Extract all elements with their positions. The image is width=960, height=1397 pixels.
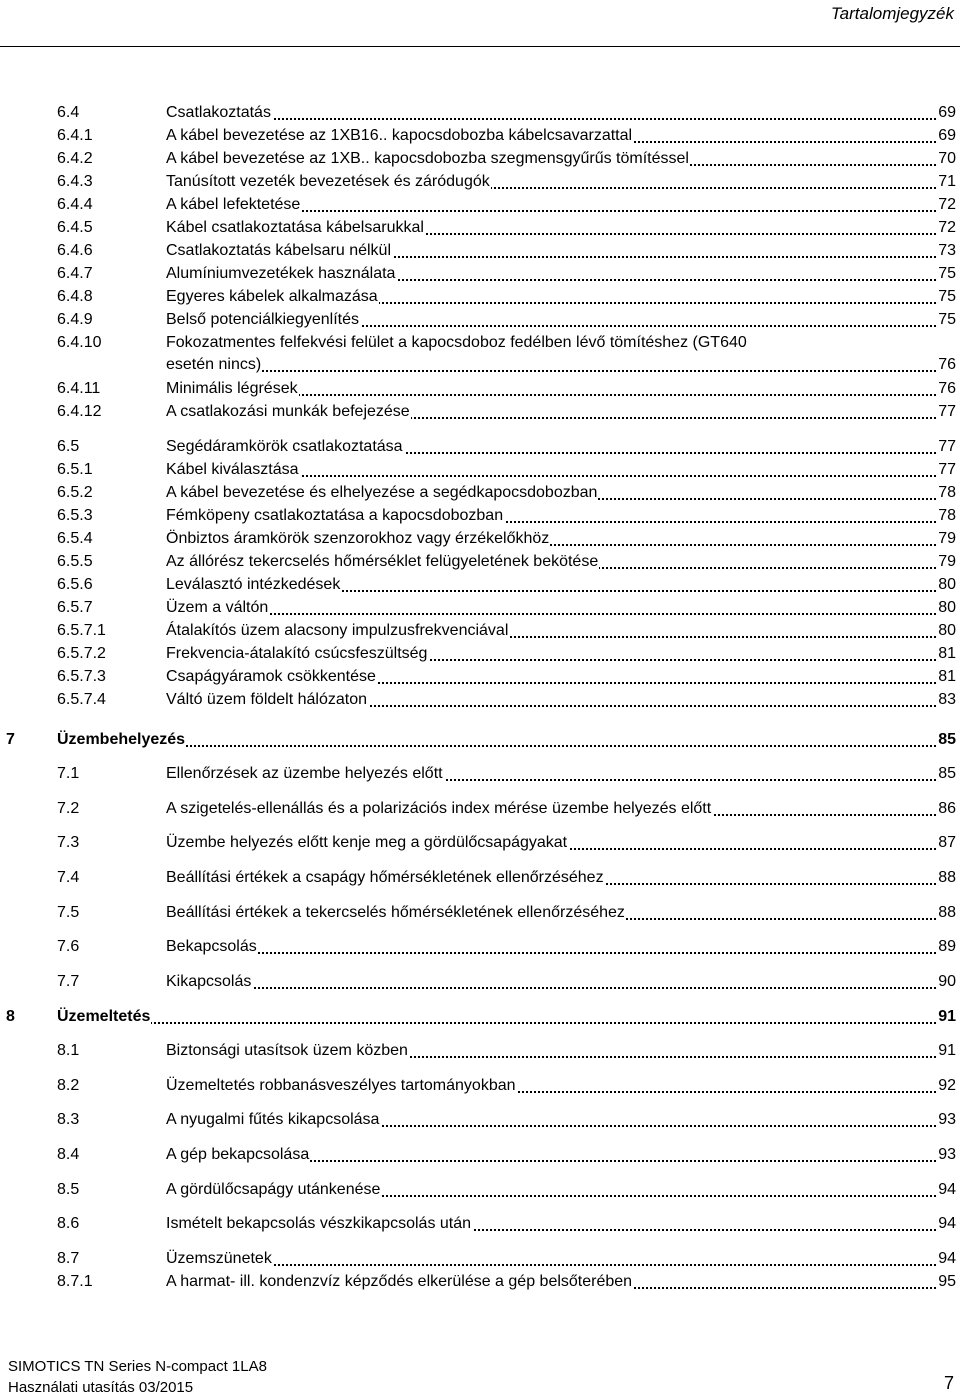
toc-title: Egyeres kábelek alkalmazása xyxy=(166,288,378,305)
toc-page-number: 94 xyxy=(937,1213,956,1235)
toc-title: Beállítási értékek a tekercselés hőmérsékletének ellenőrzéséhez xyxy=(166,904,625,921)
toc-title: Csatlakoztatás xyxy=(166,104,271,121)
toc-number: 7.1 xyxy=(57,765,80,782)
toc-number: 6.5.7.3 xyxy=(57,668,106,685)
toc-title: A nyugalmi fűtés kikapcsolása xyxy=(166,1111,380,1128)
toc-title: Átalakítós üzem alacsony impulzusfrekvenciával xyxy=(166,622,509,639)
toc-entry-6-4-6[interactable] xyxy=(0,240,960,262)
toc-entry-6-4-2[interactable] xyxy=(0,148,960,170)
toc-chapter-number: 8 xyxy=(6,1008,15,1025)
toc-title: Kábel kiválasztása xyxy=(166,461,299,478)
dot-leader xyxy=(166,1264,956,1266)
toc-page-number: 93 xyxy=(937,1109,956,1131)
toc-title: A kábel bevezetése és elhelyezése a segédkapocsdobozban xyxy=(166,484,598,501)
toc-title: A kábel lefektetése xyxy=(166,196,301,213)
dot-leader xyxy=(57,745,956,747)
toc-number: 6.4.2 xyxy=(57,150,93,167)
toc-number: 6.5.7.4 xyxy=(57,691,106,708)
toc-number: 7.3 xyxy=(57,834,80,851)
toc-page-number: 72 xyxy=(937,217,956,239)
toc-entry-6-4-8[interactable] xyxy=(0,286,960,308)
toc-page-number: 81 xyxy=(937,666,956,688)
toc-page-number: 91 xyxy=(937,1006,956,1028)
toc-entry-6-4-11[interactable] xyxy=(0,378,960,400)
toc-entry-6-4-1[interactable] xyxy=(0,125,960,147)
toc-title: Leválasztó intézkedések xyxy=(166,576,341,593)
toc-entry-6-4-10[interactable] xyxy=(0,332,960,376)
toc-entry-6-5-1[interactable] xyxy=(0,459,960,481)
toc-number: 6.4.7 xyxy=(57,265,93,282)
toc-number: 6.4.6 xyxy=(57,242,93,259)
toc-page-number: 89 xyxy=(937,936,956,958)
toc-title: Kábel csatlakoztatása kábelsarukkal xyxy=(166,219,424,236)
toc-number: 6.5.5 xyxy=(57,553,93,570)
toc-title: Frekvencia-átalakító csúcsfeszültség xyxy=(166,645,428,662)
toc-number: 6.5.3 xyxy=(57,507,93,524)
toc-entry-6-5-5[interactable] xyxy=(0,551,960,573)
toc-title: Az állórész tekercselés hőmérséklet felügyeletének bekötése xyxy=(166,553,599,570)
toc-number: 6.4.12 xyxy=(57,403,102,420)
toc-entry-7-7[interactable] xyxy=(0,971,960,993)
toc-title: A kábel bevezetése az 1XB.. kapocsdobozba szegmensgyűrűs tömítéssel xyxy=(166,150,689,167)
toc-page-number: 88 xyxy=(937,867,956,889)
toc-number: 6.4.3 xyxy=(57,173,93,190)
toc-number: 7.4 xyxy=(57,869,80,886)
toc-page-number: 80 xyxy=(937,574,956,596)
toc-title: Fémköpeny csatlakoztatása a kapocsdobozban xyxy=(166,507,504,524)
toc-entry-8-6[interactable] xyxy=(0,1213,960,1235)
toc-page-number: 85 xyxy=(937,729,956,751)
toc-title: Bekapcsolás xyxy=(166,938,257,955)
toc-number: 6.4.8 xyxy=(57,288,93,305)
toc-page-number: 73 xyxy=(937,240,956,262)
toc-page-number: 87 xyxy=(937,832,956,854)
toc-entry-7-2[interactable] xyxy=(0,798,960,820)
toc-title: A gördülőcsapágy utánkenése xyxy=(166,1181,381,1198)
toc-entry-8-3[interactable] xyxy=(0,1109,960,1131)
toc-number: 6.5 xyxy=(57,438,80,455)
toc-entry-6-5-3[interactable] xyxy=(0,505,960,527)
toc-number: 6.4.1 xyxy=(57,127,93,144)
toc-entry-7-6[interactable] xyxy=(0,936,960,958)
toc-title: Minimális légrések xyxy=(166,380,298,397)
toc-entry-7-5[interactable] xyxy=(0,902,960,924)
toc-entry-6-4-3[interactable] xyxy=(0,171,960,193)
toc-title: Üzembe helyezés előtt kenje meg a gördülőcsapágyakat xyxy=(166,834,568,851)
toc-number: 6.5.6 xyxy=(57,576,93,593)
toc-page-number: 93 xyxy=(937,1144,956,1166)
page-header-title: Tartalomjegyzék xyxy=(830,4,954,23)
toc-number: 8.2 xyxy=(57,1077,80,1094)
toc-title: Belső potenciálkiegyenlítés xyxy=(166,311,360,328)
dot-leader xyxy=(166,613,956,615)
dot-leader xyxy=(166,987,956,989)
toc-entry-6-5-7-3[interactable] xyxy=(0,666,960,688)
toc-title: Alumíniumvezetékek használata xyxy=(166,265,396,282)
toc-page-number: 94 xyxy=(937,1248,956,1270)
toc-entry-7-1[interactable] xyxy=(0,763,960,785)
toc-entry-6-4-5[interactable] xyxy=(0,217,960,239)
toc-page-number: 80 xyxy=(937,597,956,619)
toc-title: A csatlakozási munkák befejezése xyxy=(166,403,410,420)
dot-leader xyxy=(166,118,956,120)
toc-page-number: 79 xyxy=(937,528,956,550)
toc-title: A harmat- ill. kondenzvíz képződés elkerülése a gép belsőterében xyxy=(166,1273,633,1290)
toc-page-number: 86 xyxy=(937,798,956,820)
toc-entry-6-4-4[interactable] xyxy=(0,194,960,216)
toc-title: A kábel bevezetése az 1XB16.. kapocsdobozba kábelcsavarzattal xyxy=(166,127,633,144)
toc-entry-8-4[interactable] xyxy=(0,1144,960,1166)
toc-number: 8.4 xyxy=(57,1146,80,1163)
toc-number: 6.4.5 xyxy=(57,219,93,236)
toc-page-number: 88 xyxy=(937,902,956,924)
toc-title: Üzemeltetés robbanásveszélyes tartományokban xyxy=(166,1077,516,1094)
toc-number: 6.4.4 xyxy=(57,196,93,213)
toc-entry-6-4-7[interactable] xyxy=(0,263,960,285)
toc-title: Üzemszünetek xyxy=(166,1250,272,1267)
toc-page-number: 69 xyxy=(937,125,956,147)
toc-number: 6.5.7.1 xyxy=(57,622,106,639)
toc-entry-8-7[interactable] xyxy=(0,1248,960,1270)
toc-page-number: 91 xyxy=(937,1040,956,1062)
toc-page-number: 81 xyxy=(937,643,956,665)
toc-chapter-7[interactable] xyxy=(0,729,960,751)
toc-entry-6-5-7[interactable] xyxy=(0,597,960,619)
toc-page-number: 76 xyxy=(937,378,956,400)
toc-number: 6.5.1 xyxy=(57,461,93,478)
toc-chapter-number: 7 xyxy=(6,731,15,748)
toc-number: 8.7 xyxy=(57,1250,80,1267)
toc-entry-6-5-4[interactable] xyxy=(0,528,960,550)
toc-page-number: 94 xyxy=(937,1179,956,1201)
toc-page-number: 76 xyxy=(937,354,956,376)
toc-number: 8.1 xyxy=(57,1042,80,1059)
toc-entry-6-5-2[interactable] xyxy=(0,482,960,504)
toc-page-number: 95 xyxy=(937,1271,956,1293)
dot-leader xyxy=(166,952,956,954)
toc-title-line-2: esetén nincs) xyxy=(166,356,262,373)
toc-number: 6.5.2 xyxy=(57,484,93,501)
toc-page-number: 85 xyxy=(937,763,956,785)
toc-page-number: 78 xyxy=(937,482,956,504)
toc-number: 7.5 xyxy=(57,904,80,921)
toc-page-number: 80 xyxy=(937,620,956,642)
toc-number: 6.4.9 xyxy=(57,311,93,328)
toc-entry-6-5-7-1[interactable] xyxy=(0,620,960,642)
toc-page-number: 79 xyxy=(937,551,956,573)
toc-title: Tanúsított vezeték bevezetések és záródugók xyxy=(166,173,490,190)
toc-chapter-title: Üzemeltetés xyxy=(57,1008,151,1025)
footer-page-number: 7 xyxy=(943,1373,954,1393)
toc-page-number: 83 xyxy=(937,689,956,711)
toc-page-number: 72 xyxy=(937,194,956,216)
toc-page-number: 78 xyxy=(937,505,956,527)
toc-entry-7-4[interactable] xyxy=(0,867,960,889)
toc-page-number: 75 xyxy=(937,309,956,331)
toc-page-number: 90 xyxy=(937,971,956,993)
toc-entry-6-4[interactable] xyxy=(0,102,960,124)
toc-page-number: 75 xyxy=(937,286,956,308)
toc-title: Biztonsági utasítsok üzem közben xyxy=(166,1042,408,1059)
toc-page-number: 77 xyxy=(937,436,956,458)
toc-entry-6-5-7-4[interactable] xyxy=(0,689,960,711)
toc-title: Beállítási értékek a csapágy hőmérsékletének ellenőrzéséhez xyxy=(166,869,604,886)
toc-number: 7.6 xyxy=(57,938,80,955)
toc-number: 8.7.1 xyxy=(57,1273,93,1290)
toc-entry-7-3[interactable] xyxy=(0,832,960,854)
toc-title: Önbiztos áramkörök szenzorokhoz vagy érzékelőkhöz xyxy=(166,530,550,547)
toc-page-number: 75 xyxy=(937,263,956,285)
toc-title: Csapágyáramok csökkentése xyxy=(166,668,376,685)
toc-entry-8-2[interactable] xyxy=(0,1075,960,1097)
toc-entry-8-5[interactable] xyxy=(0,1179,960,1201)
dot-leader xyxy=(166,370,956,372)
toc-page-number: 70 xyxy=(937,148,956,170)
toc-number: 8.5 xyxy=(57,1181,80,1198)
toc-chapter-8[interactable] xyxy=(0,1006,960,1028)
toc-title: Ellenőrzések az üzembe helyezés előtt xyxy=(166,765,443,782)
toc-title: Segédáramkörök csatlakoztatása xyxy=(166,438,403,455)
toc-number: 6.4.10 xyxy=(57,334,102,351)
toc-title: Ismételt bekapcsolás vészkikapcsolás után xyxy=(166,1215,472,1232)
toc-entry-8-1[interactable] xyxy=(0,1040,960,1062)
toc-number: 7.7 xyxy=(57,973,80,990)
toc-title: Váltó üzem földelt hálózaton xyxy=(166,691,368,708)
toc-title: Kikapcsolás xyxy=(166,973,252,990)
toc-page-number: 77 xyxy=(937,401,956,423)
toc-entry-6-5[interactable] xyxy=(0,436,960,458)
toc-number: 8.3 xyxy=(57,1111,80,1128)
footer-manual-edition: Használati utasítás 03/2015 xyxy=(8,1379,194,1396)
toc-page-number: 77 xyxy=(937,459,956,481)
toc-title: Csatlakoztatás kábelsaru nélkül xyxy=(166,242,392,259)
toc-number: 8.6 xyxy=(57,1215,80,1232)
toc-chapter-title: Üzembehelyezés xyxy=(57,731,186,748)
toc-number: 6.4.11 xyxy=(57,380,101,397)
toc-page-number: 71 xyxy=(937,171,956,193)
toc-number: 7.2 xyxy=(57,800,80,817)
toc-entry-6-5-7-2[interactable] xyxy=(0,643,960,665)
toc-number: 6.5.7 xyxy=(57,599,93,616)
toc-number: 6.5.4 xyxy=(57,530,93,547)
toc-title: Üzem a váltón xyxy=(166,599,269,616)
toc-number: 6.5.7.2 xyxy=(57,645,106,662)
toc-entry-8-7-1[interactable] xyxy=(0,1271,960,1293)
toc-entry-6-4-9[interactable] xyxy=(0,309,960,331)
toc-entry-6-5-6[interactable] xyxy=(0,574,960,596)
toc-title: A gép bekapcsolása xyxy=(166,1146,310,1163)
toc-number: 6.4 xyxy=(57,104,80,121)
toc-entry-6-4-12[interactable] xyxy=(0,401,960,423)
footer-product-name: SIMOTICS TN Series N-compact 1LA8 xyxy=(8,1358,267,1375)
toc-title: A szigetelés-ellenállás és a polarizációs index mérése üzembe helyezés előtt xyxy=(166,800,712,817)
toc-title-line-1: Fokozatmentes felfekvési felület a kapocsdoboz fedélben lévő tömítéshez (GT640 xyxy=(166,334,747,351)
toc-page-number: 69 xyxy=(937,102,956,124)
toc-page-number: 92 xyxy=(937,1075,956,1097)
dot-leader xyxy=(57,1022,956,1024)
